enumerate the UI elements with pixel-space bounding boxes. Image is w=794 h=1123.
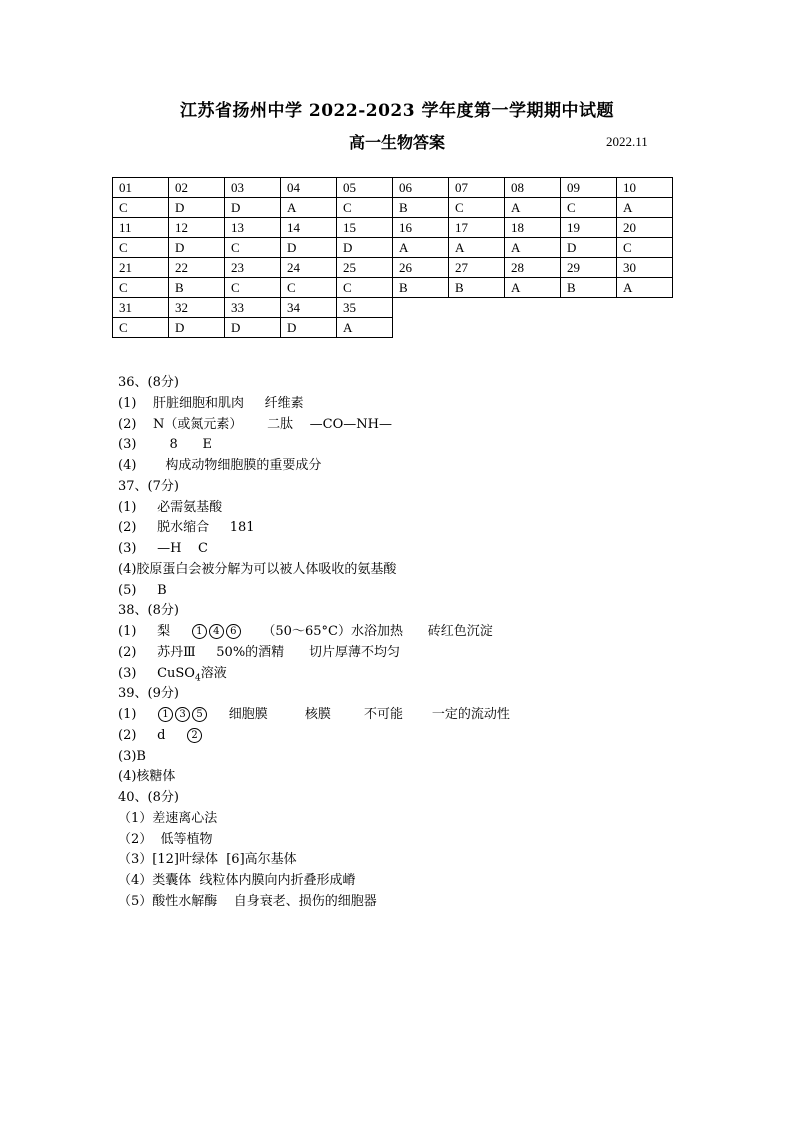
q39-answer-1-prefix: (1) [118, 707, 158, 722]
q36-answer-2: (2) N（或氮元素） 二肽 —CO—NH— [118, 416, 392, 432]
answer-cell: D [561, 238, 617, 258]
empty-cell [393, 318, 449, 338]
table-row [113, 238, 673, 258]
question-number-cell: 04 [281, 178, 337, 198]
question-number-cell: 35 [337, 298, 393, 318]
empty-cell [561, 318, 617, 338]
question-number-cell: 21 [113, 258, 169, 278]
question-number-cell: 15 [337, 218, 393, 238]
answer-cell: A [337, 318, 393, 338]
question-number-cell: 22 [169, 258, 225, 278]
answer-cell: C [617, 238, 673, 258]
document-title: 江苏省扬州中学 2022-2023 学年度第一学期期中试题 [179, 101, 615, 121]
q39-answer-3: (3)B [118, 748, 146, 764]
table-row [113, 298, 673, 318]
document-date: 2022.11 [606, 134, 648, 149]
q39-answer-1-suffix: 细胞膜 核膜 不可能 一定的流动性 [208, 707, 510, 722]
question-number-cell: 27 [449, 258, 505, 278]
q38-heading: 38、(8分) [118, 603, 179, 619]
question-number-cell: 01 [113, 178, 169, 198]
circled-number: 2 [187, 728, 202, 743]
question-number-cell: 30 [617, 258, 673, 278]
answer-cell: A [281, 198, 337, 218]
q38-answer-3-prefix: (3) CuSO [118, 665, 195, 681]
q38-answer-3-suffix: 溶液 [200, 665, 227, 681]
question-number-cell: 19 [561, 218, 617, 238]
circled-number: 1 [192, 624, 207, 639]
question-number-cell: 17 [449, 218, 505, 238]
answer-cell: B [393, 278, 449, 298]
empty-cell [617, 298, 673, 318]
answer-cell: A [617, 198, 673, 218]
empty-cell [561, 298, 617, 318]
question-number-cell: 11 [113, 218, 169, 238]
q39-answer-4: (4)核糖体 [118, 769, 176, 785]
circled-number: 5 [192, 707, 207, 722]
answer-cell: B [393, 198, 449, 218]
q39-answer-2-prefix: (2) d [118, 727, 187, 743]
answer-cell: A [449, 238, 505, 258]
answer-cell: C [113, 238, 169, 258]
answer-cell: A [505, 238, 561, 258]
empty-cell [449, 298, 505, 318]
question-number-cell: 23 [225, 258, 281, 278]
q36-heading: 36、(8分) [118, 375, 179, 390]
q37-answer-3: (3) —H C [118, 541, 208, 556]
answer-cell: C [225, 238, 281, 258]
q39-heading: 39、(9分) [118, 686, 179, 702]
question-number-cell: 05 [337, 178, 393, 198]
answer-cell: C [281, 278, 337, 298]
q40-answer-1: （1）差速离心法 [118, 810, 218, 826]
table-row [113, 218, 673, 238]
answer-cell: C [225, 278, 281, 298]
circled-number: 6 [226, 624, 241, 639]
question-number-cell: 06 [393, 178, 449, 198]
question-number-cell: 13 [225, 218, 281, 238]
q39-answer-2 [118, 726, 510, 747]
empty-cell [393, 298, 449, 318]
question-number-cell: 25 [337, 258, 393, 278]
question-number-cell: 26 [393, 258, 449, 278]
question-number-cell: 29 [561, 258, 617, 278]
question-number-cell: 12 [169, 218, 225, 238]
answer-cell: C [113, 278, 169, 298]
q37-answer-2: (2) 脱水缩合 181 [118, 520, 255, 536]
answer-cell: D [169, 198, 225, 218]
table-row [113, 258, 673, 278]
answer-cell: B [561, 278, 617, 298]
multiple-choice-answer-table [112, 177, 673, 338]
q37-heading: 37、(7分) [118, 478, 179, 494]
question-number-cell: 34 [281, 298, 337, 318]
empty-cell [505, 318, 561, 338]
q37-answer-5: (5) B [118, 582, 167, 598]
q38-answer-2: (2) 苏丹Ⅲ 50%的酒精 切片厚薄不均匀 [118, 644, 400, 660]
answer-cell: A [505, 198, 561, 218]
question-number-cell: 20 [617, 218, 673, 238]
q40-answer-4: （4）类囊体 线粒体内膜向内折叠形成嵴 [118, 873, 356, 888]
question-number-cell: 14 [281, 218, 337, 238]
answer-cell: D [169, 318, 225, 338]
subscript: 4 [194, 673, 201, 684]
question-number-cell: 02 [169, 178, 225, 198]
question-number-cell: 16 [393, 218, 449, 238]
answer-cell: C [113, 198, 169, 218]
answer-cell: A [393, 238, 449, 258]
q40-heading: 40、(8分) [118, 790, 179, 805]
answer-cell: C [113, 318, 169, 338]
answer-cell: D [281, 318, 337, 338]
document-subtitle: 高一生物答案 [348, 133, 445, 152]
answer-cell: D [225, 318, 281, 338]
q36-answer-4: (4) 构成动物细胞膜的重要成分 [118, 458, 322, 473]
answer-cell: D [281, 238, 337, 258]
question-number-cell: 24 [281, 258, 337, 278]
answer-cell: C [561, 198, 617, 218]
answer-cell: C [337, 278, 393, 298]
table-row [113, 178, 673, 198]
table-row [113, 198, 673, 218]
question-number-cell: 18 [505, 218, 561, 238]
answer-cell: D [169, 238, 225, 258]
q38-answer-1-suffix: （50～65°C）水浴加热 砖红色沉淀 [241, 624, 493, 639]
answer-cell: A [505, 278, 561, 298]
q40-answer-5: （5）酸性水解酶 自身衰老、损伤的细胞器 [118, 893, 377, 909]
table-row [113, 278, 673, 298]
q38-answer-1 [118, 622, 510, 643]
q39-answer-1 [118, 705, 510, 726]
free-response-answers [118, 373, 510, 913]
q40-answer-2: （2） 低等植物 [118, 831, 213, 847]
answer-cell: A [617, 278, 673, 298]
q38-answer-3 [118, 664, 510, 685]
answer-cell: B [169, 278, 225, 298]
q40-answer-3: （3）[12]叶绿体 [6]高尔基体 [118, 852, 297, 868]
question-number-cell: 32 [169, 298, 225, 318]
q37-answer-4: (4)胶原蛋白会被分解为可以被人体吸收的氨基酸 [118, 561, 397, 577]
answer-cell: B [449, 278, 505, 298]
answer-cell: C [449, 198, 505, 218]
question-number-cell: 33 [225, 298, 281, 318]
circled-number: 3 [175, 707, 190, 722]
circled-number: 4 [209, 624, 224, 639]
q36-answer-1: (1) 肝脏细胞和肌肉 纤维素 [118, 395, 304, 411]
q36-answer-3: (3) 8 E [118, 437, 213, 453]
table-row [113, 318, 673, 338]
question-number-cell: 08 [505, 178, 561, 198]
answer-cell: D [337, 238, 393, 258]
question-number-cell: 07 [449, 178, 505, 198]
question-number-cell: 09 [561, 178, 617, 198]
answer-cell: D [225, 198, 281, 218]
answer-cell: C [337, 198, 393, 218]
question-number-cell: 28 [505, 258, 561, 278]
q38-answer-1-prefix: (1) 梨 [118, 624, 191, 639]
question-number-cell: 31 [113, 298, 169, 318]
empty-cell [449, 318, 505, 338]
question-number-cell: 10 [617, 178, 673, 198]
q37-answer-1: (1) 必需氨基酸 [118, 499, 223, 515]
circled-number: 1 [158, 707, 173, 722]
empty-cell [617, 318, 673, 338]
empty-cell [505, 298, 561, 318]
question-number-cell: 03 [225, 178, 281, 198]
